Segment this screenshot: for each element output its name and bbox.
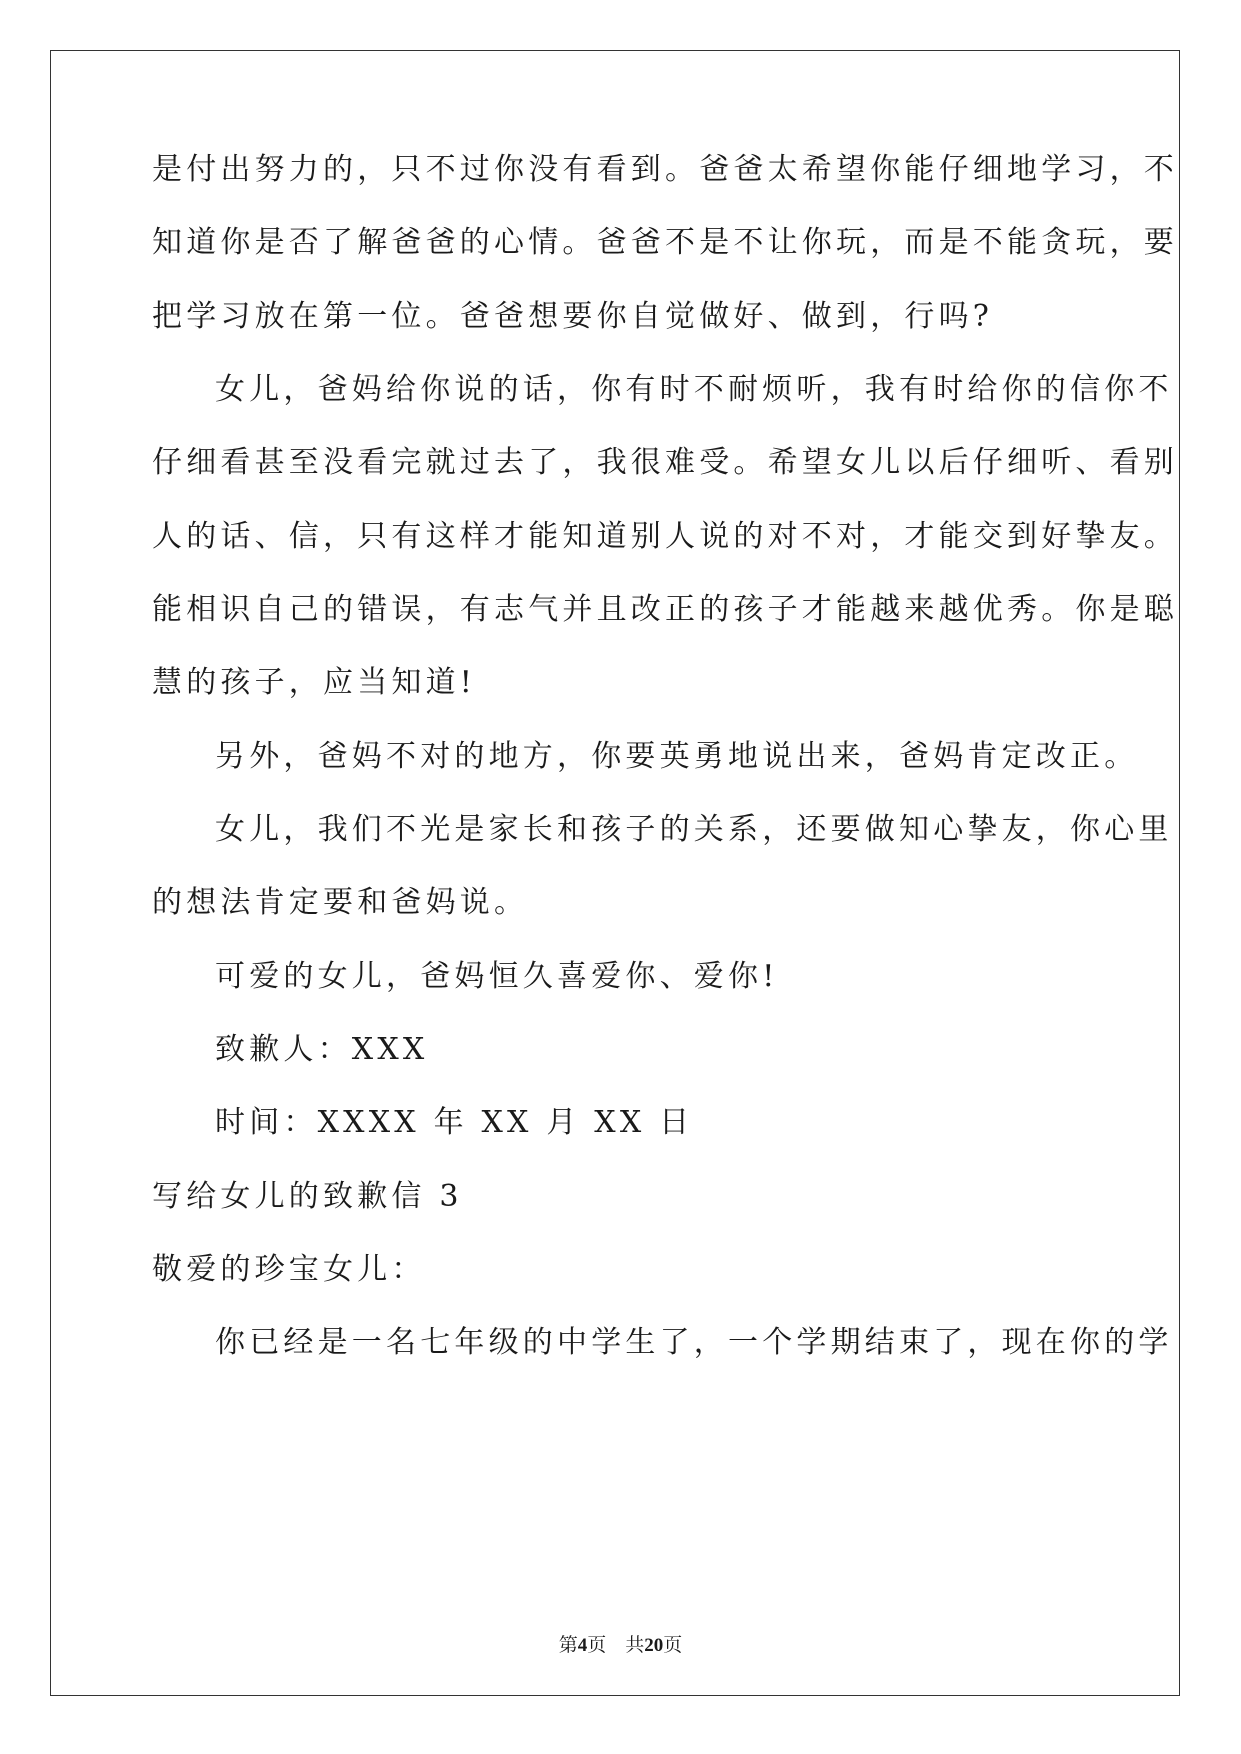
total-pages: 20	[644, 1635, 664, 1656]
paragraph-start: 女儿，爸妈给你说的话，你有时不耐烦听，我有时给你的信你不	[215, 372, 1173, 407]
text-line: 是付出努力的，只不过你没有看到。爸爸太希望你能仔细地学习，不	[152, 152, 1178, 187]
page-footer	[0, 1630, 1241, 1657]
text-line: 知道你是否了解爸爸的心情。爸爸不是不让你玩，而是不能贪玩，要	[152, 225, 1178, 260]
total-prefix: 共	[625, 1635, 645, 1656]
section-heading: 写给女儿的致歉信 3	[152, 1179, 463, 1214]
salutation: 敬爱的珍宝女儿：	[152, 1252, 426, 1287]
paragraph-start: 可爱的女儿，爸妈恒久喜爱你、爱你!	[215, 959, 779, 994]
paragraph-start: 你已经是一名七年级的中学生了，一个学期结束了，现在你的学	[215, 1325, 1173, 1360]
signature-line: 致歉人：XXX	[215, 1032, 429, 1067]
text-line: 能相识自己的错误，有志气并且改正的孩子才能越来越优秀。你是聪	[152, 592, 1178, 627]
text-line: 人的话、信，只有这样才能知道别人说的对不对，才能交到好挚友。	[152, 519, 1178, 554]
text-line: 慧的孩子，应当知道!	[152, 665, 477, 700]
text-line: 仔细看甚至没看完就过去了，我很难受。希望女儿以后仔细听、看别	[152, 445, 1178, 480]
text-line: 的想法肯定要和爸妈说。	[152, 885, 529, 920]
paragraph-start: 另外，爸妈不对的地方，你要英勇地说出来，爸妈肯定改正。	[215, 739, 1139, 774]
total-suffix: 页	[663, 1635, 683, 1656]
page-number: 4	[577, 1635, 588, 1656]
paragraph-start: 女儿，我们不光是家长和孩子的关系，还要做知心挚友，你心里	[215, 812, 1173, 847]
date-line: 时间：XXXX 年 XX 月 XX 日	[215, 1105, 694, 1140]
text-line: 把学习放在第一位。爸爸想要你自觉做好、做到，行吗?	[152, 299, 994, 334]
page-prefix: 第	[558, 1635, 578, 1656]
page-border	[50, 50, 1180, 1696]
page-suffix: 页	[587, 1635, 607, 1656]
